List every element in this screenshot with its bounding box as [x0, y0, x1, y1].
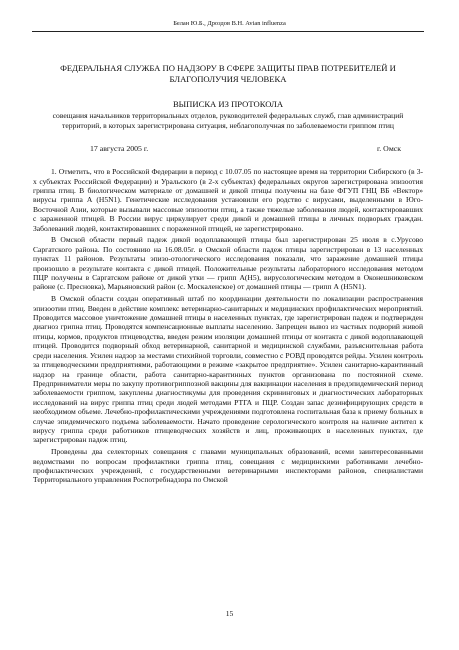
protocol-city: г. Омск — [376, 144, 401, 154]
protocol-date: 17 августа 2005 г. — [90, 144, 149, 154]
body-paragraph: 1. Отметить, что в Российской Федерации в период с 10.07.05 по настоящее время на территории Сибирского (в 3-х субъектах Российской Федерации) и Уральского (в 2-х субъектах) федеральных округов зарегистрирована эпизоотия гриппа птиц. В биологическом материале от домашней и дикой птицы получены на базе ФГУП ГНЦ ВБ «Вектор» вирусы гриппа А (H5N1). Генетические исследования установили его родство с вирусами, выделенными в Юго-Восточной Азии, которые вызывали массовые эпизоотии птиц, а также тяжелые заболевания людей, контактировавших с зараженной птицей. В России вирус циркулирует среди дикой и домашней птицы в личных подворьях граждан. Заболеваний людей, контактировавших с пораженной птицей, не зарегистрировано. — [33, 167, 423, 233]
body-paragraph: Проведены два селекторных совещания с главами муниципальных образований, всеми заинтересованными ведомствами по вопросам профилактики гриппа птиц, совещания с медицинскими работниками лечебно-профилактических учреждений, с государственными ветеринарными инспекторами районов, специалистами Территориального управления Роспотребнадзора по Омской — [33, 447, 423, 485]
dateline — [33, 144, 423, 155]
protocol-intro: совещания начальников территориальных отделов, руководителей федеральных служб, глав администраций территорий, в которых зарегистрирована ситуация, неблагополучная по заболеваемости гриппом птиц — [52, 111, 404, 130]
page-number: 15 — [225, 609, 234, 618]
protocol-body — [33, 167, 423, 485]
body-paragraph: В Омской области первый падеж дикой водоплавающей птицы был зарегистрирован 25 июля в с.Урусово Саргатского района. По состоянию на 16.08.05г. в Омской области падеж птицы зарегистрирован в 13 населенных пунктах 11 районов. Результаты эпизо-отологического исследования показали, что заражение домашней птицы произошло в результате контакта с дикой птицей. Положительные результаты лабораторного исследования методом ПЦР получены в Саргатском районе от дикой утки — грипп А(Н5), вирусологическим методом в Оконешниковском районе (с. Пресновка), Марьяновский район (с. Москаленское) от домашней птицы — грипп А (H5N1). — [33, 235, 423, 292]
page-content — [33, 63, 423, 487]
agency-title: ФЕДЕРАЛЬНАЯ СЛУЖБА ПО НАДЗОРУ В СФЕРЕ ЗАЩИТЫ ПРАВ ПОТРЕБИТЕЛЕЙ И БЛАГОПОЛУЧИЯ ЧЕЛОВЕКА — [60, 63, 396, 84]
running-head: Белан Ю.Б., Дроздов В.Н. Avian influenza — [173, 20, 286, 27]
header-rule — [32, 31, 424, 32]
body-paragraph: В Омской области создан оперативный штаб по координации деятельности по локализации распространения эпизоотии птиц. Введен в действие комплекс ветеринарно-санитарных и медицинских профилактических мероприятий. Проводится массовое уничтожение домашней птицы в населенных пунктах, где зарегистрирован падеж и подтвержден диагноз грипна птиц. Проводятся компенсационные выплаты населению. Запрещен вывоз из частных подворий живой птицы, кормов, продуктов птицеводства, введен режим изоляции домашней птицы от контакта с дикой водоплавающей птицей. Проводится подворный обход ветеринарной, санитарной и медицинской службами, разъяснительная работа среди населения. Усилен надзор за местами стихийной торговли, совместно с РОВД проводятся рейды. Усилен контроль за птицеводческими предприятиями, работающими в режиме «закрытое предприятие». Усилен санитарно-карантинный надзор на границе области, работа санитарно-карантинных пунктов организована по постоянной схеме. Предприниматели меры по закупу противогриппозной вакцины для вакцинации населения в предэпидемический период заболеваемости гриппом, закуплены диагностикумы для проведения скрининговых и диагностических лабораторных исследований на вирус гриппа птиц среди людей методами РТГА и ПЦР. Создан запас дезинфицирующих средств в необходимом объеме. Лечебно-профилактическими учреждениями подготовлена госпитальная база к приему больных в случае эпидемического подъема заболеваемости. Начато проведение серологического контроля на наличие антител к вирусу гриппа среди работников птицеводческих хозяйств и лиц, проживающих в населенных пунктах, где зарегистрирован падеж птиц. — [33, 294, 423, 445]
protocol-title: ВЫПИСКА ИЗ ПРОТОКОЛА — [172, 99, 284, 109]
